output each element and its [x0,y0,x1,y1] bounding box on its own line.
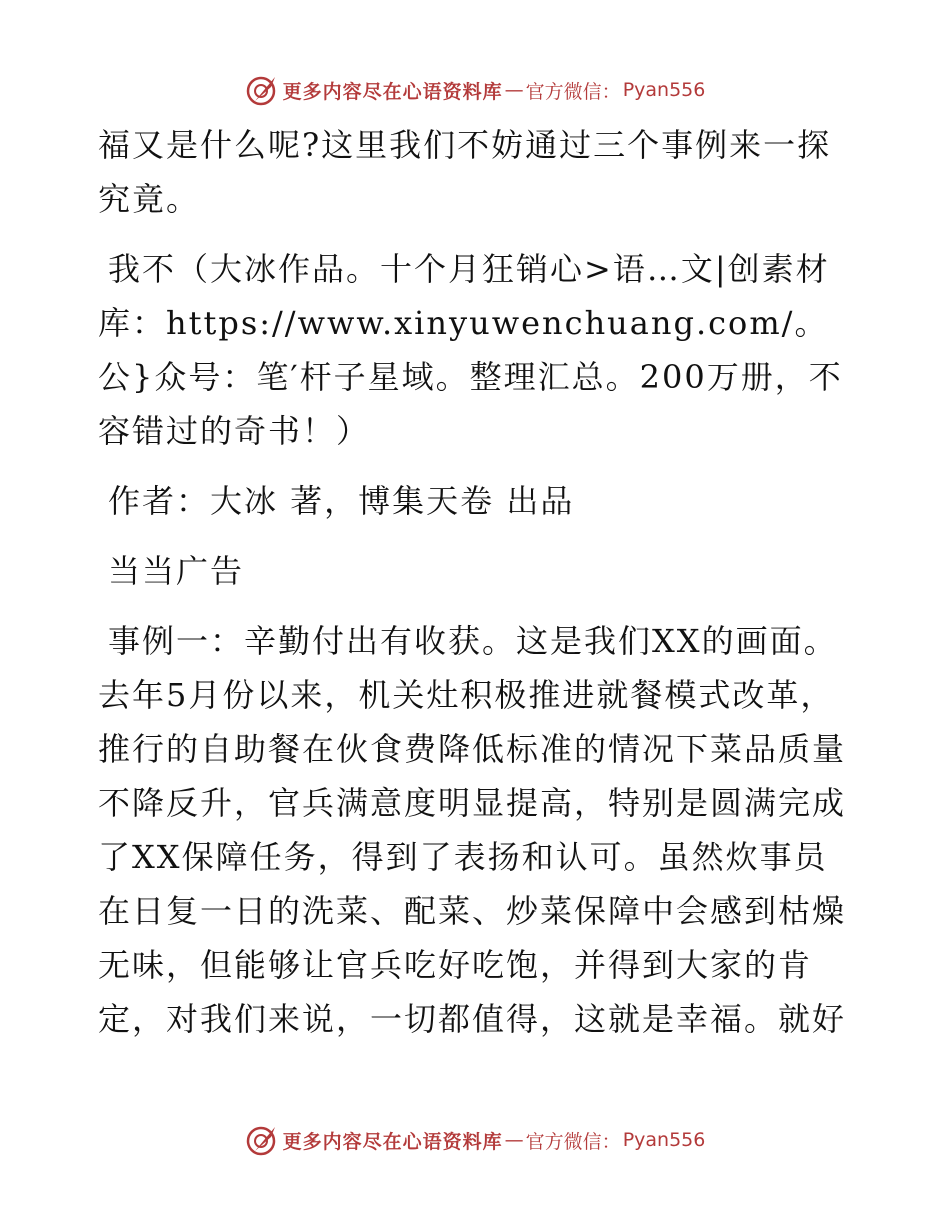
paragraph-intro: 福又是什么呢?这里我们不妨通过三个事例来一探究竟。 [98,126,832,218]
banner-wechat-id: Pyan556 [622,79,706,101]
quill-logo-icon [245,1123,279,1157]
banner-tagline: 更多内容尽在心语资料库 [282,80,503,103]
paragraph-dangdang-ad: 当当广告 [108,552,245,590]
quill-logo-icon [245,73,279,107]
paragraph-book-ad: 我不（大冰作品。十个月狂销心>语…文|创素材库：https://www.xinyuwenchuang.com/。公}众号：笔′杆子星域。整理汇总。200万册，不容错过的奇书！） [98,250,843,450]
banner-dash: — [504,1129,524,1151]
banner-wechat-label: 官方微信： [525,1130,621,1153]
banner-wechat-label: 官方微信： [525,80,621,103]
document-body [98,118,858,1062]
paragraph-example-one: 事例一：辛勤付出有收获。这是我们XX的画面。去年5月份以来，机关灶积极推进就餐模式改革，推行的自助餐在伙食费降低标准的情况下菜品质量不降反升，官兵满意度明显提高，特别是圆满完成了XX保障任务，得到了表扬和认可。虽然炊事员在日复一日的洗菜、配菜、炒菜保障中会感到枯燥无味，但能够让官兵吃好吃饱，并得到大家的肯定，对我们来说，一切都值得，这就是幸福。就好 [98,622,847,1038]
footer-banner [0,1120,950,1160]
banner-wechat-id: Pyan556 [622,1129,706,1151]
header-banner [0,70,950,110]
banner-dash: — [504,79,524,101]
paragraph-author: 作者：大冰 著，博集天卷 出品 [108,482,575,520]
banner-tagline: 更多内容尽在心语资料库 [282,1130,503,1153]
